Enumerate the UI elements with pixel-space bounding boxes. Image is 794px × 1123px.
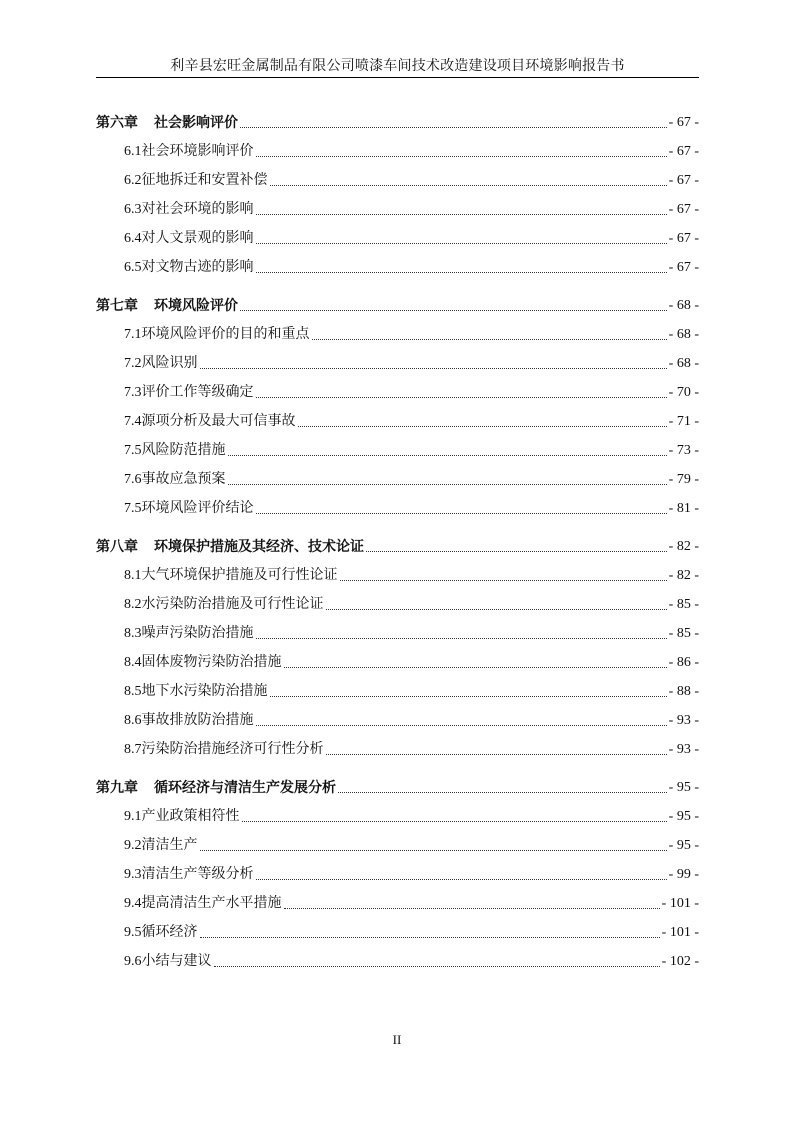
toc-entry-label <box>124 836 198 855</box>
toc-section-entry[interactable] <box>96 373 699 402</box>
toc-entry-title: 污染防治措施经济可行性分析 <box>141 741 324 757</box>
toc-entry-number: 7.3 <box>124 385 142 400</box>
toc-section-entry[interactable] <box>96 701 699 730</box>
toc-entry-title: 对人文景观的影响 <box>141 230 254 246</box>
toc-entry-label <box>96 297 238 315</box>
toc-section-entry[interactable] <box>96 460 699 489</box>
toc-dot-leader <box>242 820 667 822</box>
toc-entry-label <box>124 354 198 373</box>
toc-dot-leader <box>326 753 667 755</box>
toc-entry-label <box>124 595 324 614</box>
toc-section-entry[interactable] <box>96 431 699 460</box>
toc-entry-number: 6.4 <box>124 231 142 246</box>
toc-entry-number: 6.5 <box>124 260 142 275</box>
toc-dot-leader <box>270 695 667 697</box>
toc-entry-label <box>124 470 226 489</box>
toc-page-number: - 68 - <box>668 356 699 371</box>
toc-section-entry[interactable] <box>96 248 699 277</box>
toc-entry-title: 社会影响评价 <box>154 115 238 131</box>
toc-dot-leader <box>256 155 667 157</box>
toc-section-entry[interactable] <box>96 672 699 701</box>
toc-page-number: - 82 - <box>668 539 699 554</box>
toc-entry-title: 提高清洁生产水平措施 <box>141 895 282 911</box>
toc-dot-leader <box>214 965 660 967</box>
toc-section-entry[interactable] <box>96 643 699 672</box>
toc-entry-label <box>124 325 310 344</box>
toc-entry-label <box>96 779 336 797</box>
toc-entry-number: 8.7 <box>124 742 142 757</box>
toc-page-number: - 70 - <box>668 385 699 400</box>
toc-dot-leader <box>298 425 667 427</box>
toc-dot-leader <box>200 936 660 938</box>
toc-entry-title: 对文物古迹的影响 <box>141 259 254 275</box>
toc-section-entry[interactable] <box>96 556 699 585</box>
toc-entry-label <box>124 258 254 277</box>
toc-entry-label <box>124 171 268 190</box>
toc-entry-title: 风险识别 <box>141 355 198 371</box>
toc-page-number: - 81 - <box>668 501 699 516</box>
toc-entry-number: 8.6 <box>124 713 142 728</box>
toc-chapter-entry[interactable] <box>96 286 699 315</box>
toc-page-number: - 85 - <box>668 597 699 612</box>
toc-section-entry[interactable] <box>96 219 699 248</box>
toc-page-number: - 79 - <box>668 472 699 487</box>
toc-entry-label <box>124 740 324 759</box>
toc-section-entry[interactable] <box>96 614 699 643</box>
toc-entry-number: 7.2 <box>124 356 142 371</box>
toc-section-entry[interactable] <box>96 489 699 518</box>
toc-dot-leader <box>256 213 667 215</box>
toc-page-number: - 101 - <box>661 896 699 911</box>
toc-dot-leader <box>256 724 667 726</box>
toc-dot-leader <box>284 666 667 668</box>
toc-page-number: - 95 - <box>668 780 699 795</box>
toc-dot-leader <box>256 271 667 273</box>
toc-dot-leader <box>270 184 667 186</box>
toc-entry-label <box>124 682 268 701</box>
toc-dot-leader <box>312 338 667 340</box>
page-number: II <box>392 1032 402 1047</box>
toc-section-entry[interactable] <box>96 315 699 344</box>
toc-dot-leader <box>228 483 667 485</box>
toc-page-number: - 71 - <box>668 414 699 429</box>
toc-entry-number: 8.5 <box>124 684 142 699</box>
toc-entry-number: 7.4 <box>124 414 142 429</box>
toc-entry-label <box>124 229 254 248</box>
toc-entry-label <box>124 624 254 643</box>
toc-entry-number: 第八章 <box>96 539 138 555</box>
toc-entry-label <box>124 923 198 942</box>
toc-entry-label <box>124 499 254 518</box>
toc-entry-label <box>124 200 254 219</box>
toc-entry-number: 7.5 <box>124 443 142 458</box>
toc-section-entry[interactable] <box>96 161 699 190</box>
toc-entry-label <box>124 383 254 402</box>
toc-entry-title: 循环经济 <box>141 924 198 940</box>
toc-dot-leader <box>200 367 667 369</box>
toc-entry-title: 水污染防治措施及可行性论证 <box>141 596 324 612</box>
toc-section-entry[interactable] <box>96 942 699 971</box>
header-rule <box>96 77 699 78</box>
toc-entry-title: 清洁生产 <box>141 837 198 853</box>
toc-entry-title: 环境风险评价结论 <box>141 500 254 516</box>
toc-dot-leader <box>240 126 667 128</box>
toc-section-entry[interactable] <box>96 797 699 826</box>
toc-page-number: - 86 - <box>668 655 699 670</box>
toc-entry-number: 9.1 <box>124 809 142 824</box>
toc-entry-number: 6.3 <box>124 202 142 217</box>
toc-entry-number: 8.1 <box>124 568 142 583</box>
toc-page-number: - 95 - <box>668 838 699 853</box>
toc-entry-label <box>124 894 282 913</box>
toc-page-number: - 102 - <box>661 954 699 969</box>
toc-entry-title: 小结与建议 <box>141 953 212 969</box>
toc-entry-number: 9.5 <box>124 925 142 940</box>
toc-entry-title: 噪声污染防治措施 <box>141 625 254 641</box>
toc-entry-label <box>96 538 364 556</box>
toc-section-entry[interactable] <box>96 730 699 759</box>
toc-section-entry[interactable] <box>96 190 699 219</box>
toc-entry-title: 循环经济与清洁生产发展分析 <box>154 780 336 796</box>
toc-entry-number: 7.5 <box>124 501 142 516</box>
toc-page-number: - 68 - <box>668 298 699 313</box>
toc-entry-title: 大气环境保护措施及可行性论证 <box>141 567 338 583</box>
toc-entry-number: 9.2 <box>124 838 142 853</box>
toc-dot-leader <box>338 791 667 793</box>
toc-entry-label <box>124 807 240 826</box>
toc-dot-leader <box>284 907 660 909</box>
toc-page-number: - 67 - <box>668 144 699 159</box>
toc-entry-title: 对社会环境的影响 <box>141 201 254 217</box>
toc-entry-title: 环境保护措施及其经济、技术论证 <box>154 539 364 555</box>
toc-dot-leader <box>326 608 667 610</box>
toc-entry-title: 环境风险评价的目的和重点 <box>141 326 310 342</box>
toc-entry-number: 8.3 <box>124 626 142 641</box>
toc-page-number: - 67 - <box>668 231 699 246</box>
toc-entry-number: 第六章 <box>96 115 138 131</box>
toc-page-number: - 67 - <box>668 202 699 217</box>
toc-entry-number: 第七章 <box>96 298 138 314</box>
toc-page-number: - 99 - <box>668 867 699 882</box>
toc-entry-title: 源项分析及最大可信事故 <box>141 413 296 429</box>
toc-chapter-entry[interactable] <box>96 103 699 132</box>
toc-entry-label <box>124 441 226 460</box>
toc-section-entry[interactable] <box>96 855 699 884</box>
toc-chapter-entry[interactable] <box>96 527 699 556</box>
toc-entry-number: 6.1 <box>124 144 142 159</box>
toc-page-number: - 95 - <box>668 809 699 824</box>
toc-entry-number: 7.6 <box>124 472 142 487</box>
toc-entry-title: 清洁生产等级分析 <box>141 866 254 882</box>
toc-page-number: - 67 - <box>668 260 699 275</box>
toc-page-number: - 85 - <box>668 626 699 641</box>
running-header: 利辛县宏旺金属制品有限公司喷漆车间技术改造建设项目环境影响报告书 <box>170 58 625 74</box>
toc-entry-number: 第九章 <box>96 780 138 796</box>
toc-section-entry[interactable] <box>96 344 699 373</box>
toc-entry-label <box>124 142 254 161</box>
toc-dot-leader <box>240 309 667 311</box>
toc-entry-label <box>124 412 296 431</box>
toc-page-number: - 101 - <box>661 925 699 940</box>
toc-entry-title: 事故排放防治措施 <box>141 712 254 728</box>
toc-entry-number: 8.2 <box>124 597 142 612</box>
toc-dot-leader <box>256 637 667 639</box>
toc-page-number: - 82 - <box>668 568 699 583</box>
toc-dot-leader <box>200 849 667 851</box>
toc-dot-leader <box>340 579 667 581</box>
toc-section-entry[interactable] <box>96 826 699 855</box>
toc-dot-leader <box>256 242 667 244</box>
toc-entry-label <box>124 566 338 585</box>
toc-page-number: - 67 - <box>668 173 699 188</box>
toc-dot-leader <box>366 550 667 552</box>
toc-entry-number: 6.2 <box>124 173 142 188</box>
toc-entry-label <box>124 653 282 672</box>
toc-section-entry[interactable] <box>96 884 699 913</box>
toc-page-number: - 68 - <box>668 327 699 342</box>
toc-section-entry[interactable] <box>96 585 699 614</box>
toc-entry-number: 9.6 <box>124 954 142 969</box>
toc-dot-leader <box>228 454 667 456</box>
toc-entry-title: 社会环境影响评价 <box>141 143 254 159</box>
toc-entry-title: 评价工作等级确定 <box>141 384 254 400</box>
toc-entry-title: 环境风险评价 <box>154 298 238 314</box>
toc-entry-title: 产业政策相符性 <box>141 808 240 824</box>
toc-entry-title: 事故应急预案 <box>141 471 226 487</box>
toc-dot-leader <box>256 396 667 398</box>
toc-entry-number: 9.3 <box>124 867 142 882</box>
toc-entry-title: 风险防范措施 <box>141 442 226 458</box>
toc-entry-number: 8.4 <box>124 655 142 670</box>
toc-dot-leader <box>256 878 667 880</box>
toc-section-entry[interactable] <box>96 132 699 161</box>
toc-page-number: - 88 - <box>668 684 699 699</box>
toc-entry-label <box>96 114 238 132</box>
toc-page-number: - 73 - <box>668 443 699 458</box>
toc-entry-label <box>124 865 254 884</box>
toc-dot-leader <box>256 512 667 514</box>
toc-entry-title: 固体废物污染防治措施 <box>141 654 282 670</box>
toc-entry-label <box>124 711 254 730</box>
toc-page-number: - 93 - <box>668 713 699 728</box>
toc-section-entry[interactable] <box>96 913 699 942</box>
toc-entry-label <box>124 952 212 971</box>
toc-page-number: - 93 - <box>668 742 699 757</box>
toc-entry-title: 征地拆迁和安置补偿 <box>141 172 268 188</box>
toc-chapter-entry[interactable] <box>96 768 699 797</box>
toc-entry-number: 7.1 <box>124 327 142 342</box>
toc-page-number: - 67 - <box>668 115 699 130</box>
toc-entry-title: 地下水污染防治措施 <box>141 683 268 699</box>
toc-section-entry[interactable] <box>96 402 699 431</box>
toc-entry-number: 9.4 <box>124 896 142 911</box>
table-of-contents <box>96 103 699 971</box>
